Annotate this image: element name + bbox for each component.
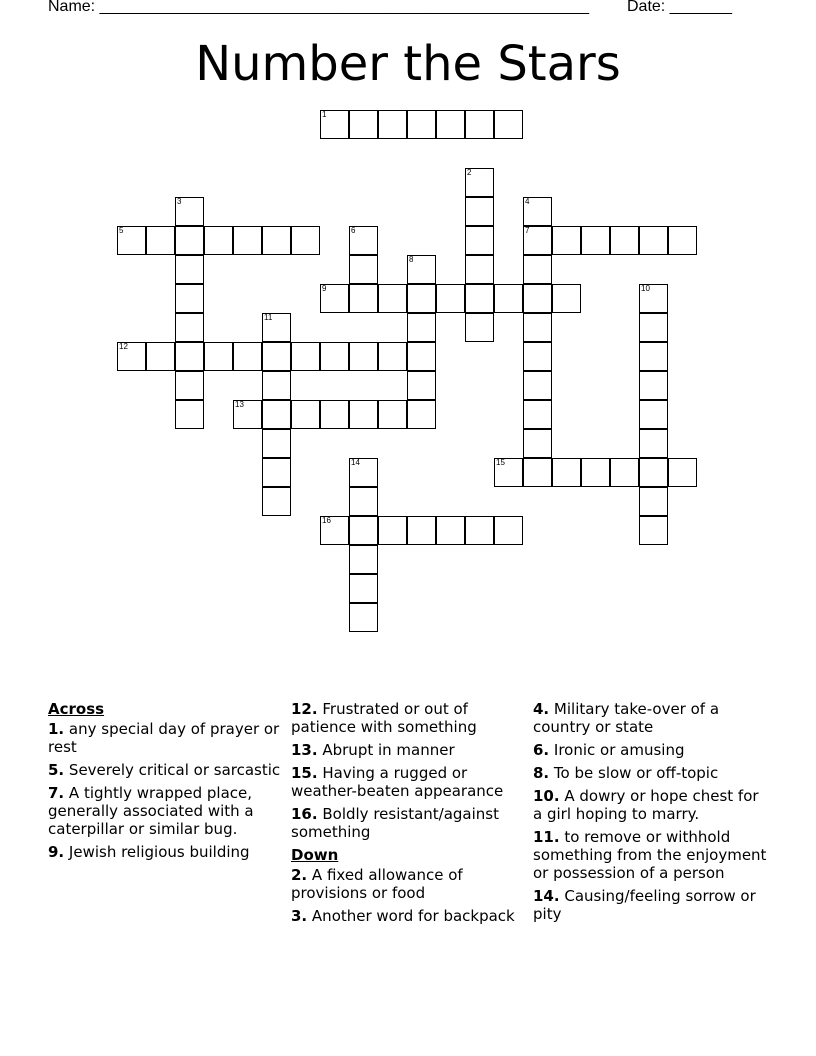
grid-cell[interactable] xyxy=(494,516,523,545)
cell-number: 15 xyxy=(496,458,505,467)
cell-number: 14 xyxy=(351,458,360,467)
cell-number: 12 xyxy=(119,342,128,351)
grid-cell[interactable] xyxy=(378,284,407,313)
grid-cell[interactable] xyxy=(668,226,697,255)
clue-down-8: 8. To be slow or off-topic xyxy=(533,764,719,782)
grid-cell[interactable] xyxy=(407,110,436,139)
grid-cell[interactable] xyxy=(668,458,697,487)
grid-cell[interactable] xyxy=(320,516,349,545)
grid-cell[interactable] xyxy=(175,313,204,342)
grid-cell[interactable] xyxy=(436,284,465,313)
grid-cell[interactable] xyxy=(610,226,639,255)
cell-number: 11 xyxy=(264,313,273,322)
grid-cell[interactable] xyxy=(320,342,349,371)
grid-cell[interactable] xyxy=(291,400,320,429)
cell-number: 3 xyxy=(177,197,182,206)
grid-cell[interactable] xyxy=(639,516,668,545)
cell-number: 5 xyxy=(119,226,124,235)
grid-cell[interactable] xyxy=(204,342,233,371)
clue-down-14: 14. Causing/feeling sorrow or pity xyxy=(533,887,756,923)
grid-cell[interactable] xyxy=(146,226,175,255)
grid-cell[interactable] xyxy=(262,400,291,429)
grid-cell[interactable] xyxy=(407,516,436,545)
grid-cell[interactable] xyxy=(349,342,378,371)
grid-cell[interactable] xyxy=(639,371,668,400)
clue-across-12: 12. Frustrated or out of patience with something xyxy=(291,700,477,736)
grid-cell[interactable] xyxy=(465,255,494,284)
clues-column-3 xyxy=(533,700,769,928)
grid-cell[interactable] xyxy=(523,458,552,487)
grid-cell[interactable] xyxy=(523,400,552,429)
grid-cell[interactable] xyxy=(465,313,494,342)
grid-cell[interactable] xyxy=(639,487,668,516)
grid-cell[interactable] xyxy=(349,458,378,487)
grid-cell[interactable] xyxy=(407,284,436,313)
clue-down-6: 6. Ironic or amusing xyxy=(533,741,685,759)
clue-across-13: 13. Abrupt in manner xyxy=(291,741,455,759)
grid-cell[interactable] xyxy=(523,226,552,255)
grid-cell[interactable] xyxy=(349,545,378,574)
grid-cell[interactable] xyxy=(204,226,233,255)
grid-cell[interactable] xyxy=(436,516,465,545)
down-heading: Down xyxy=(291,846,339,864)
grid-cell[interactable] xyxy=(523,255,552,284)
cell-number: 7 xyxy=(525,226,530,235)
grid-cell[interactable] xyxy=(349,603,378,632)
grid-cell[interactable] xyxy=(465,226,494,255)
cell-number: 8 xyxy=(409,255,414,264)
grid-cell[interactable] xyxy=(639,429,668,458)
grid-cell[interactable] xyxy=(175,284,204,313)
grid-cell[interactable] xyxy=(233,400,262,429)
cell-number: 2 xyxy=(467,168,472,177)
clue-across-9: 9. Jewish religious building xyxy=(48,843,250,861)
grid-cell[interactable] xyxy=(349,574,378,603)
header xyxy=(0,0,816,20)
clue-across-16: 16. Boldly resistant/against something xyxy=(291,805,499,841)
grid-cell[interactable] xyxy=(233,226,262,255)
cell-number: 4 xyxy=(525,197,530,206)
grid-cell[interactable] xyxy=(581,458,610,487)
grid-cell[interactable] xyxy=(639,226,668,255)
grid-cell[interactable] xyxy=(262,487,291,516)
grid-cell[interactable] xyxy=(262,458,291,487)
grid-cell[interactable] xyxy=(581,226,610,255)
grid-cell[interactable] xyxy=(349,487,378,516)
clue-down-3: 3. Another word for backpack xyxy=(291,907,515,925)
cell-number: 10 xyxy=(641,284,650,293)
grid-cell[interactable] xyxy=(465,110,494,139)
grid-cell[interactable] xyxy=(175,371,204,400)
clue-down-10: 10. A dowry or hope chest for a girl hoping to marry. xyxy=(533,787,759,823)
grid-cell[interactable] xyxy=(494,110,523,139)
clue-down-2: 2. A fixed allowance of provisions or food xyxy=(291,866,463,902)
clue-down-11: 11. to remove or withhold something from the enjoyment or possession of a person xyxy=(533,828,767,882)
grid-cell[interactable] xyxy=(349,226,378,255)
grid-cell[interactable] xyxy=(320,400,349,429)
grid-cell[interactable] xyxy=(552,226,581,255)
grid-cell[interactable] xyxy=(349,110,378,139)
page-title: Number the Stars xyxy=(195,36,621,92)
grid-cell[interactable] xyxy=(262,313,291,342)
grid-cell[interactable] xyxy=(117,342,146,371)
clue-across-15: 15. Having a rugged or weather-beaten appearance xyxy=(291,764,504,800)
grid-cell[interactable] xyxy=(320,284,349,313)
grid-cell[interactable] xyxy=(291,226,320,255)
grid-cell[interactable] xyxy=(523,342,552,371)
clue-across-7: 7. A tightly wrapped place, generally associated with a caterpillar or similar bug. xyxy=(48,784,254,838)
clues-column-1 xyxy=(48,700,284,866)
cell-number: 1 xyxy=(322,110,327,119)
grid-cell[interactable] xyxy=(552,284,581,313)
grid-cell[interactable] xyxy=(349,400,378,429)
grid-cell[interactable] xyxy=(378,400,407,429)
grid-cell[interactable] xyxy=(523,313,552,342)
grid-cell[interactable] xyxy=(465,168,494,197)
clue-across-1: 1. any special day of prayer or rest xyxy=(48,720,280,756)
grid-cell[interactable] xyxy=(378,110,407,139)
grid-cell[interactable] xyxy=(175,400,204,429)
grid-cell[interactable] xyxy=(523,429,552,458)
grid-cell[interactable] xyxy=(175,255,204,284)
clues-column-2 xyxy=(291,700,527,930)
clue-down-4: 4. Military take-over of a country or state xyxy=(533,700,720,736)
across-heading: Across xyxy=(48,700,105,718)
grid-cell[interactable] xyxy=(407,342,436,371)
grid-cell[interactable] xyxy=(262,226,291,255)
grid-cell[interactable] xyxy=(175,342,204,371)
grid-cell[interactable] xyxy=(436,110,465,139)
grid-cell[interactable] xyxy=(175,226,204,255)
cell-number: 9 xyxy=(322,284,327,293)
grid-cell[interactable] xyxy=(639,284,668,313)
grid-cell[interactable] xyxy=(175,197,204,226)
grid-cell[interactable] xyxy=(407,371,436,400)
grid-cell[interactable] xyxy=(262,371,291,400)
grid-cell[interactable] xyxy=(639,342,668,371)
name-field-label: Name: _______________________________________________________ xyxy=(48,0,589,15)
grid-cell[interactable] xyxy=(262,429,291,458)
grid-cell[interactable] xyxy=(523,197,552,226)
grid-cell[interactable] xyxy=(465,516,494,545)
grid-cell[interactable] xyxy=(262,342,291,371)
grid-cell[interactable] xyxy=(465,284,494,313)
cell-number: 16 xyxy=(322,516,331,525)
date-field-label: Date: _______ xyxy=(627,0,732,15)
grid-cell[interactable] xyxy=(523,284,552,313)
grid-cell[interactable] xyxy=(639,313,668,342)
grid-cell[interactable] xyxy=(378,516,407,545)
grid-cell[interactable] xyxy=(407,313,436,342)
grid-cell[interactable] xyxy=(465,197,494,226)
grid-cell[interactable] xyxy=(349,516,378,545)
grid-cell[interactable] xyxy=(407,400,436,429)
grid-cell[interactable] xyxy=(291,342,320,371)
grid-cell[interactable] xyxy=(349,255,378,284)
grid-cell[interactable] xyxy=(552,458,581,487)
grid-cell[interactable] xyxy=(407,255,436,284)
grid-cell[interactable] xyxy=(378,342,407,371)
grid-cell[interactable] xyxy=(494,284,523,313)
grid-cell[interactable] xyxy=(146,342,175,371)
grid-cell[interactable] xyxy=(349,284,378,313)
grid-cell[interactable] xyxy=(523,371,552,400)
grid-cell[interactable] xyxy=(494,458,523,487)
cell-number: 6 xyxy=(351,226,356,235)
grid-cell[interactable] xyxy=(233,342,262,371)
grid-cell[interactable] xyxy=(117,226,146,255)
grid-cell[interactable] xyxy=(610,458,639,487)
grid-cell[interactable] xyxy=(639,458,668,487)
clue-across-5: 5. Severely critical or sarcastic xyxy=(48,761,281,779)
grid-cell[interactable] xyxy=(320,110,349,139)
grid-cell[interactable] xyxy=(639,400,668,429)
cell-number: 13 xyxy=(235,400,244,409)
